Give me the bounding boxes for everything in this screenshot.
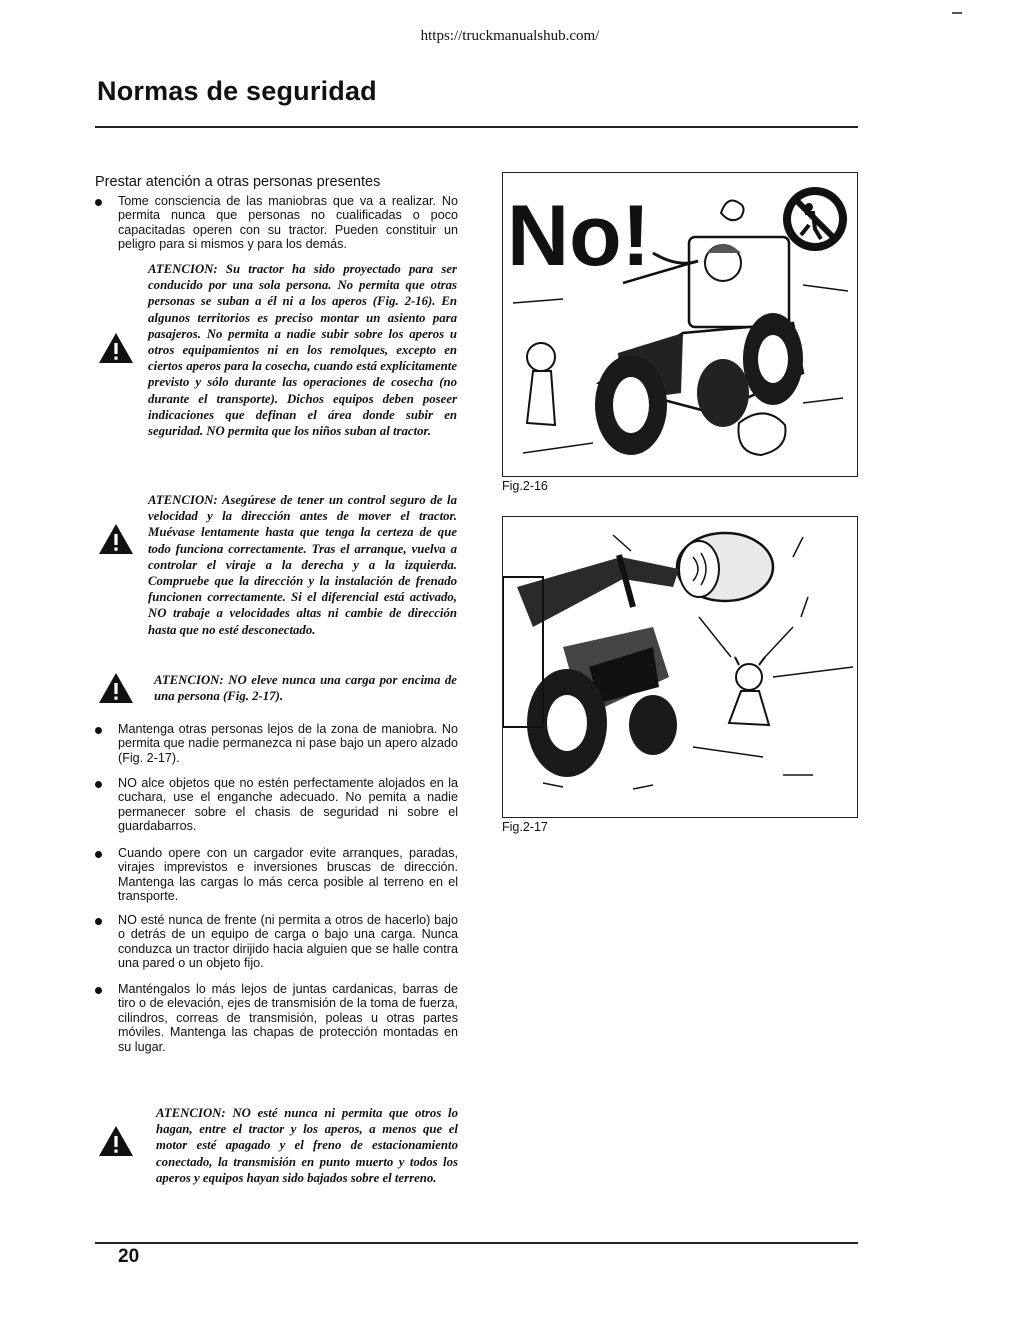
corner-mark	[952, 12, 962, 14]
warning-text: ATENCION: Su tractor ha sido proyectado para ser conducido por una sola persona. No permita que otras personas se suban a él ni a los aperos (Fig. 2-16). En algunos territorios es preciso montar un asiento para pasajeros. No permita a nadie subir sobre los aperos u otros equipamientos ni en los remolques, excepto en ciertos aperos para la cosecha, cuando está explícitamente previsto y sólo durante las operaciones de cosecha (no durante el transporte). Dichos equipos deben poseer indicaciones que definan el área donde subir en seguridad. NO permita que los niños suban al tractor.	[148, 262, 457, 439]
tractor-illustration	[503, 173, 857, 476]
bullet-dot	[95, 199, 102, 206]
section-heading: Prestar atención a otras personas presentes	[95, 174, 381, 190]
warning-text: ATENCION: NO eleve nunca una carga por encima de una persona (Fig. 2-17).	[154, 673, 457, 704]
warning-text: ATENCION: NO esté nunca ni permita que otros lo hagan, entre el tractor y los aperos, a menos que el motor esté apagado y el freno de estacionamiento conectado, la transmisión en punto muerto y todos los aperos y equipos hayan sido bajados sobre el terreno.	[156, 1106, 458, 1185]
warning-text: ATENCION: Asegúrese de tener un control seguro de la velocidad y la dirección antes de mover el tractor. Muévase lentamente hasta que tenga la certeza de que todo funciona correctamente. Tras el arranque, vuelva a controlar el viraje a la derecha y a la izquierda. Compruebe que la dirección y la instalación de frenado funcionen correctamente. Si el diferencial está activado, NO trabaje a velocidades altas ni cambie de dirección hasta que no esté desconectado.	[148, 493, 457, 637]
no-passenger-icon	[783, 187, 847, 251]
warning-triangle-icon	[97, 331, 135, 365]
bullet-dot	[95, 781, 102, 788]
header-rule	[95, 126, 858, 128]
bullet-dot	[95, 918, 102, 925]
bullet-item: NO alce objetos que no estén perfectamente alojados en la cuchara, use el enganche adecuado. No pemita a nadie permanecer sobre el chasis de seguridad ni sobre el guardabarros.	[95, 776, 458, 834]
figure-big-text: No!	[507, 188, 651, 284]
bullet-item: NO esté nunca de frente (ni permita a otros de hacerlo) bajo o detrás de un equipo de carga o bajo una carga. Nunca conduzca un tractor dirijido hacia alguien que se halle contra una pared o un objeto fijo.	[95, 913, 458, 971]
footer-rule	[95, 1242, 858, 1244]
bullet-dot	[95, 987, 102, 994]
figure-caption: Fig.2-16	[502, 479, 548, 493]
bullet-item: Cuando opere con un cargador evite arranques, paradas, virajes imprevistos e inversiones bruscas de dirección. Mantenga las cargas lo más cerca posible al terreno en el transporte.	[95, 846, 458, 904]
bullet-dot	[95, 727, 102, 734]
warning-triangle-icon	[97, 522, 135, 556]
source-url: https://truckmanualshub.com/	[420, 28, 600, 44]
page-number: 20	[118, 1246, 140, 1267]
warning-triangle-icon	[97, 1124, 135, 1158]
loader-illustration	[503, 517, 857, 817]
figure-2-17	[502, 516, 858, 818]
bullet-dot	[95, 851, 102, 858]
page-title: Normas de seguridad	[97, 76, 377, 106]
warning-triangle-icon	[97, 671, 135, 705]
bullet-item: Tome consciencia de las maniobras que va a realizar. No permita nunca que personas no cualificadas o poco capacitadas operen con su tractor. Pueden constituir un peligro para si mismos y para los demás.	[95, 194, 458, 252]
figure-2-16	[502, 172, 858, 477]
bullet-item: Mantenga otras personas lejos de la zona de maniobra. No permita que nadie permanezca ni pase bajo un apero alzado (Fig. 2-17).	[95, 722, 458, 765]
bullet-item: Manténgalos lo más lejos de juntas cardanicas, barras de tiro o de elevación, ejes de transmisión de la toma de fuerza, cilindros, correas de transmisión, poleas u otras partes móviles. Mantenga las chapas de protección montadas en su lugar.	[95, 982, 458, 1054]
figure-caption: Fig.2-17	[502, 820, 548, 834]
